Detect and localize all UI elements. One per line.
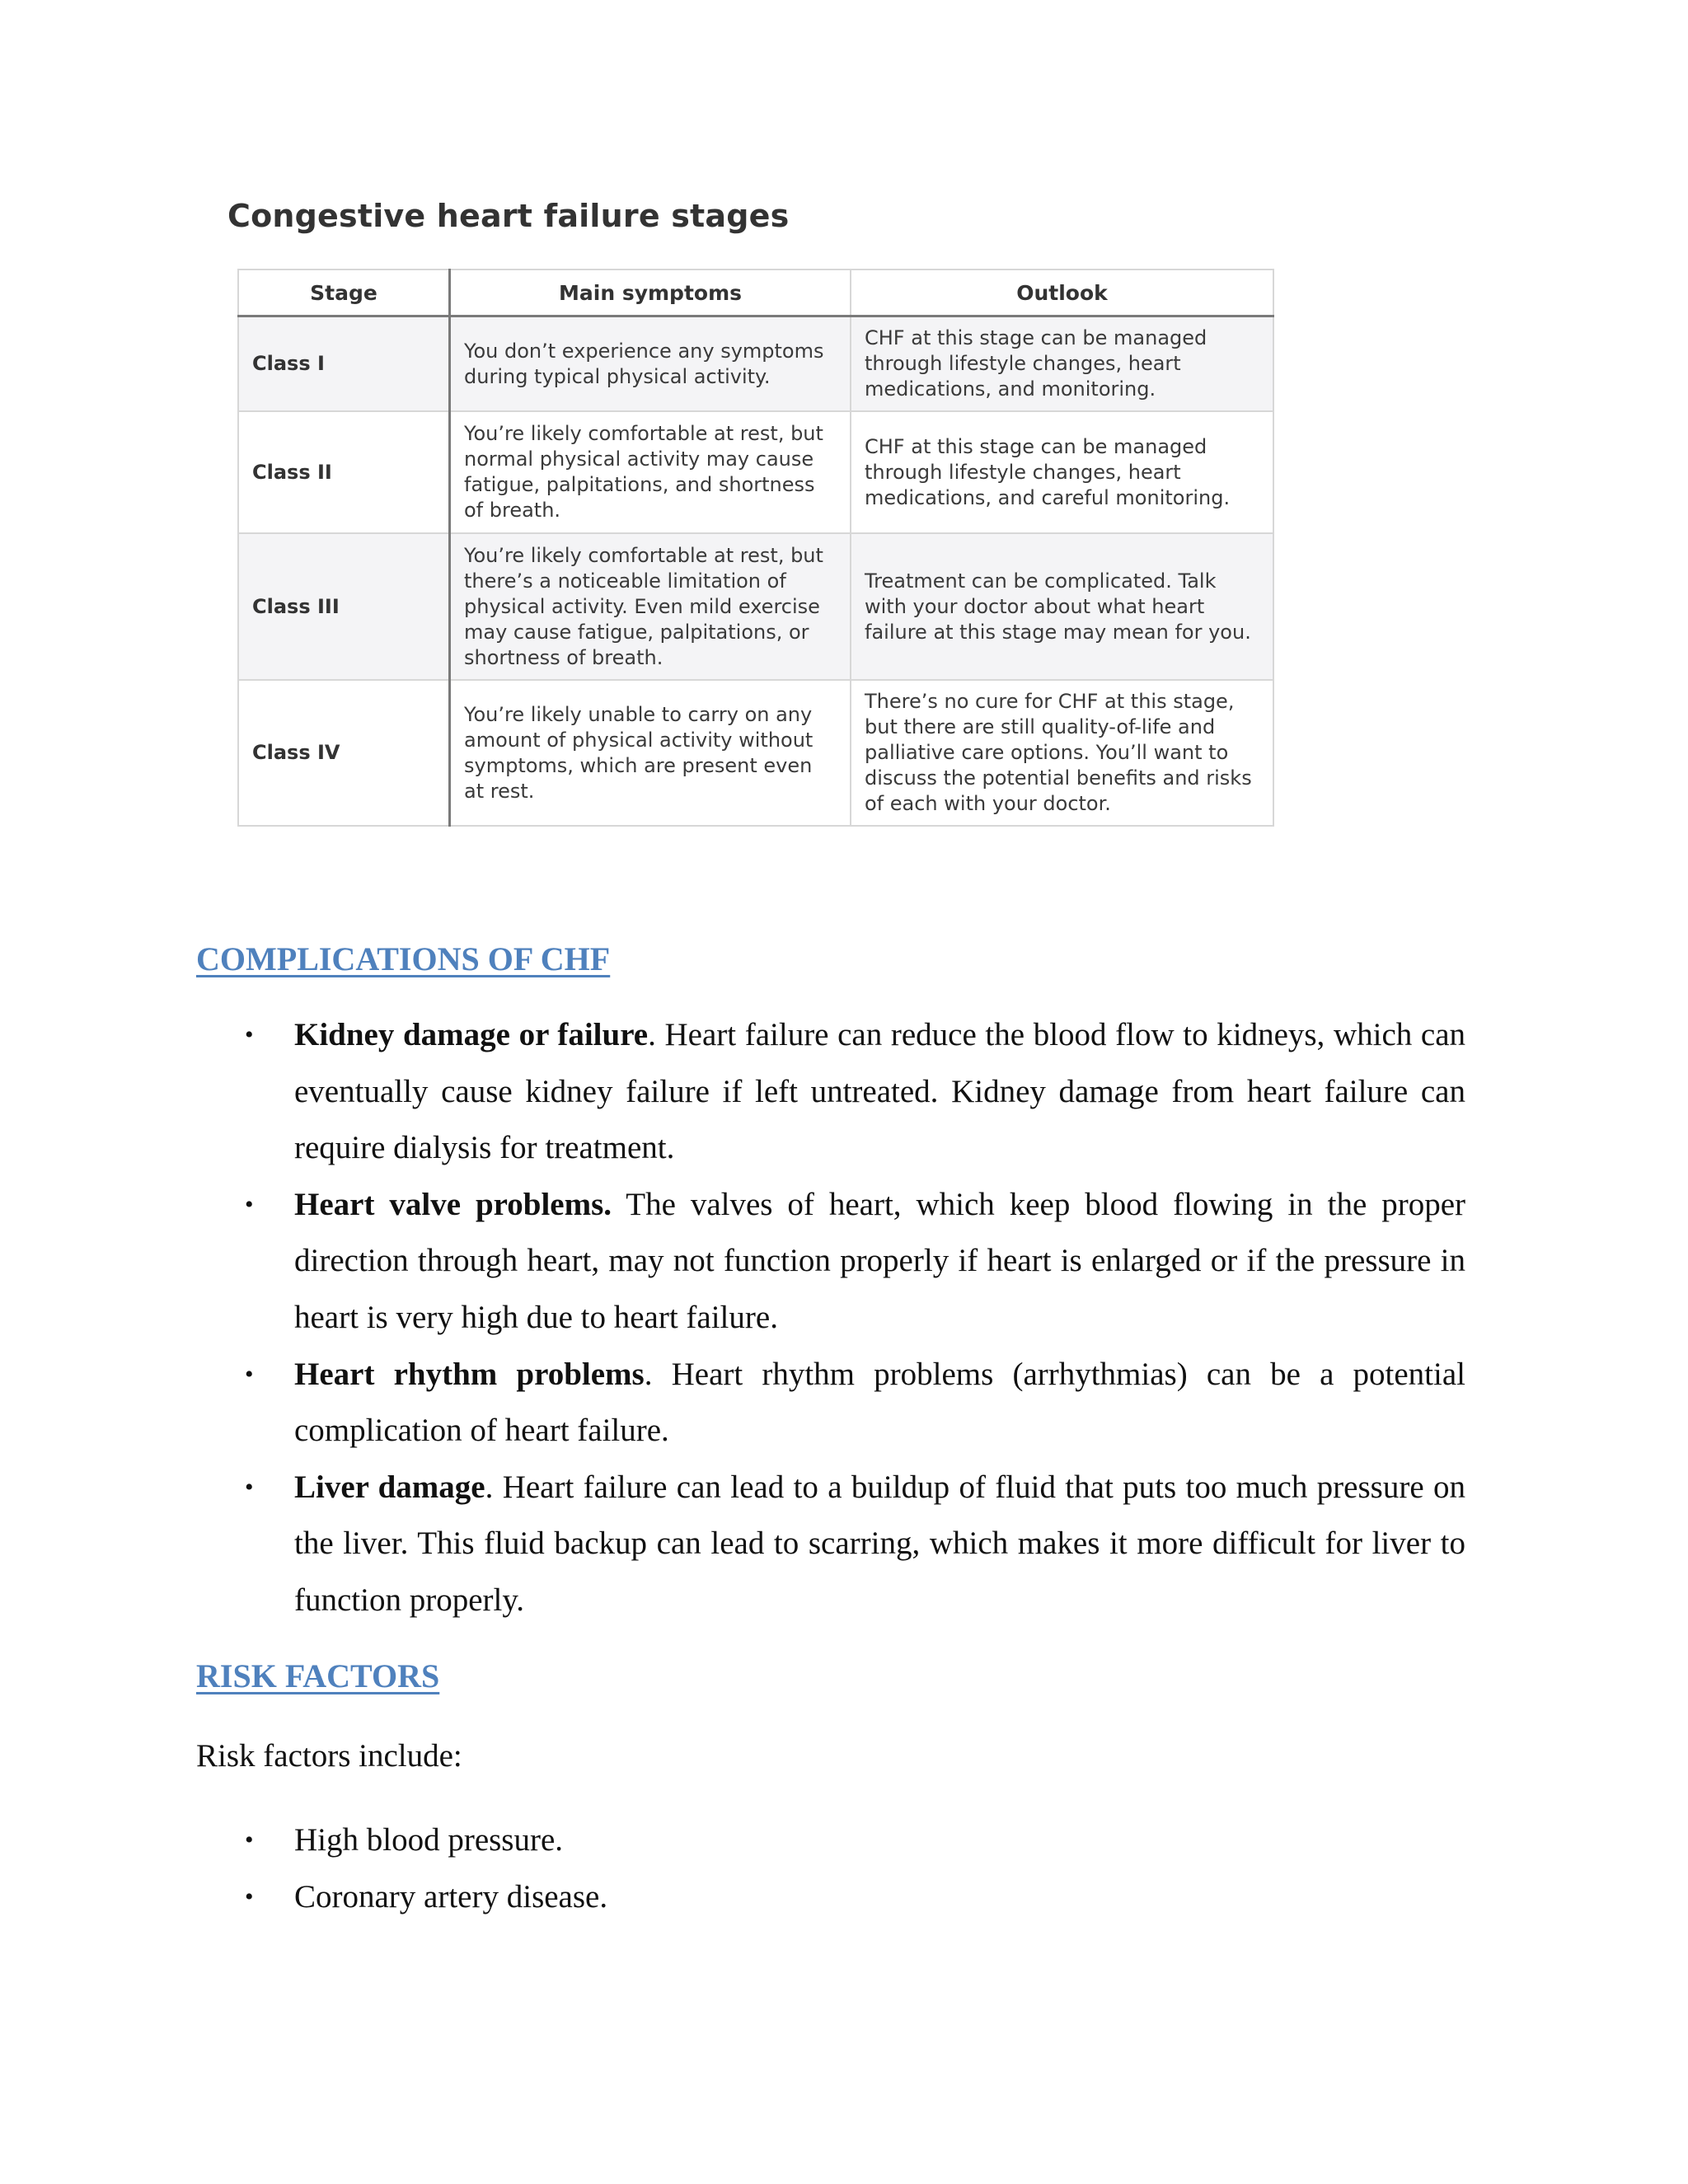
stage-cell: Class IV (238, 680, 450, 826)
stages-table-figure (227, 198, 1299, 827)
column-header-outlook: Outlook (851, 269, 1273, 316)
list-item (196, 1812, 1465, 1869)
bullet-icon: • (245, 1473, 254, 1501)
risk-factors-list (196, 1812, 1465, 1925)
list-item (196, 1007, 1465, 1177)
complication-term: Liver damage (294, 1469, 485, 1505)
symptoms-cell: You’re likely unable to carry on any amount of physical activity without symptoms, which are present even at rest. (450, 680, 851, 826)
stage-cell: Class I (238, 316, 450, 412)
complication-term: Heart rhythm problems (294, 1356, 645, 1392)
stages-table (237, 269, 1274, 827)
list-item (196, 1177, 1465, 1347)
outlook-cell: There’s no cure for CHF at this stage, but there are still quality-of-life and palliative care options. You’ll want to discuss the potential benefits and risks of each with your doctor. (851, 680, 1273, 826)
bullet-icon: • (245, 1882, 254, 1910)
complication-term: Heart valve problems. (294, 1186, 612, 1222)
outlook-cell: CHF at this stage can be managed through lifestyle changes, heart medications, and monitoring. (851, 316, 1273, 412)
risk-factors-heading: RISK FACTORS (196, 1657, 440, 1694)
risk-factor-text: High blood pressure. (294, 1822, 564, 1858)
list-item (196, 1460, 1465, 1629)
stage-cell: Class III (238, 533, 450, 680)
symptoms-cell: You’re likely comfortable at rest, but there’s a noticeable limitation of physical activity. Even mild exercise may cause fatigue, palpitations, or shortness of breath. (450, 533, 851, 680)
complications-list (196, 1007, 1465, 1629)
bullet-icon: • (245, 1190, 254, 1218)
complication-text: . Heart rhythm problems (arrhythmias) can be a potential complication of heart failure. (294, 1356, 1465, 1449)
outlook-cell: CHF at this stage can be managed through lifestyle changes, heart medications, and careful monitoring. (851, 411, 1273, 533)
risk-factor-text: Coronary artery disease. (294, 1878, 608, 1915)
complication-text: . Heart failure can reduce the blood flow to kidneys, which can eventually cause kidney failure if left untreated. Kidney damage from heart failure can require dialysis for treatment. (294, 1017, 1466, 1166)
list-item (196, 1869, 1465, 1926)
bullet-icon: • (245, 1826, 254, 1854)
column-header-stage: Stage (238, 269, 450, 316)
table-row (238, 316, 1273, 412)
bullet-icon: • (245, 1021, 254, 1048)
risk-factors-intro: Risk factors include: (196, 1738, 462, 1774)
table-row (238, 680, 1273, 826)
column-header-symptoms: Main symptoms (450, 269, 851, 316)
outlook-cell: Treatment can be complicated. Talk with your doctor about what heart failure at this stage may mean for you. (851, 533, 1273, 680)
stage-cell: Class II (238, 411, 450, 533)
table-header-row (238, 269, 1273, 316)
list-item (196, 1347, 1465, 1460)
complications-heading: COMPLICATIONS OF CHF (196, 940, 611, 977)
figure-title: Congestive heart failure stages (227, 198, 790, 234)
complication-text: . Heart failure can lead to a buildup of fluid that puts too much pressure on the liver. This fluid backup can lead to scarring, which makes it more difficult for liver to function properly. (294, 1469, 1465, 1618)
complication-text: The valves of heart, which keep blood flowing in the proper direction through heart, may not function properly if heart is enlarged or if the pressure in heart is very high due to heart failure. (294, 1186, 1465, 1335)
complication-term: Kidney damage or failure (294, 1017, 649, 1052)
bullet-icon: • (245, 1360, 254, 1388)
symptoms-cell: You don’t experience any symptoms during typical physical activity. (450, 316, 851, 412)
table-row (238, 533, 1273, 680)
symptoms-cell: You’re likely comfortable at rest, but normal physical activity may cause fatigue, palpitations, and shortness of breath. (450, 411, 851, 533)
table-row (238, 411, 1273, 533)
